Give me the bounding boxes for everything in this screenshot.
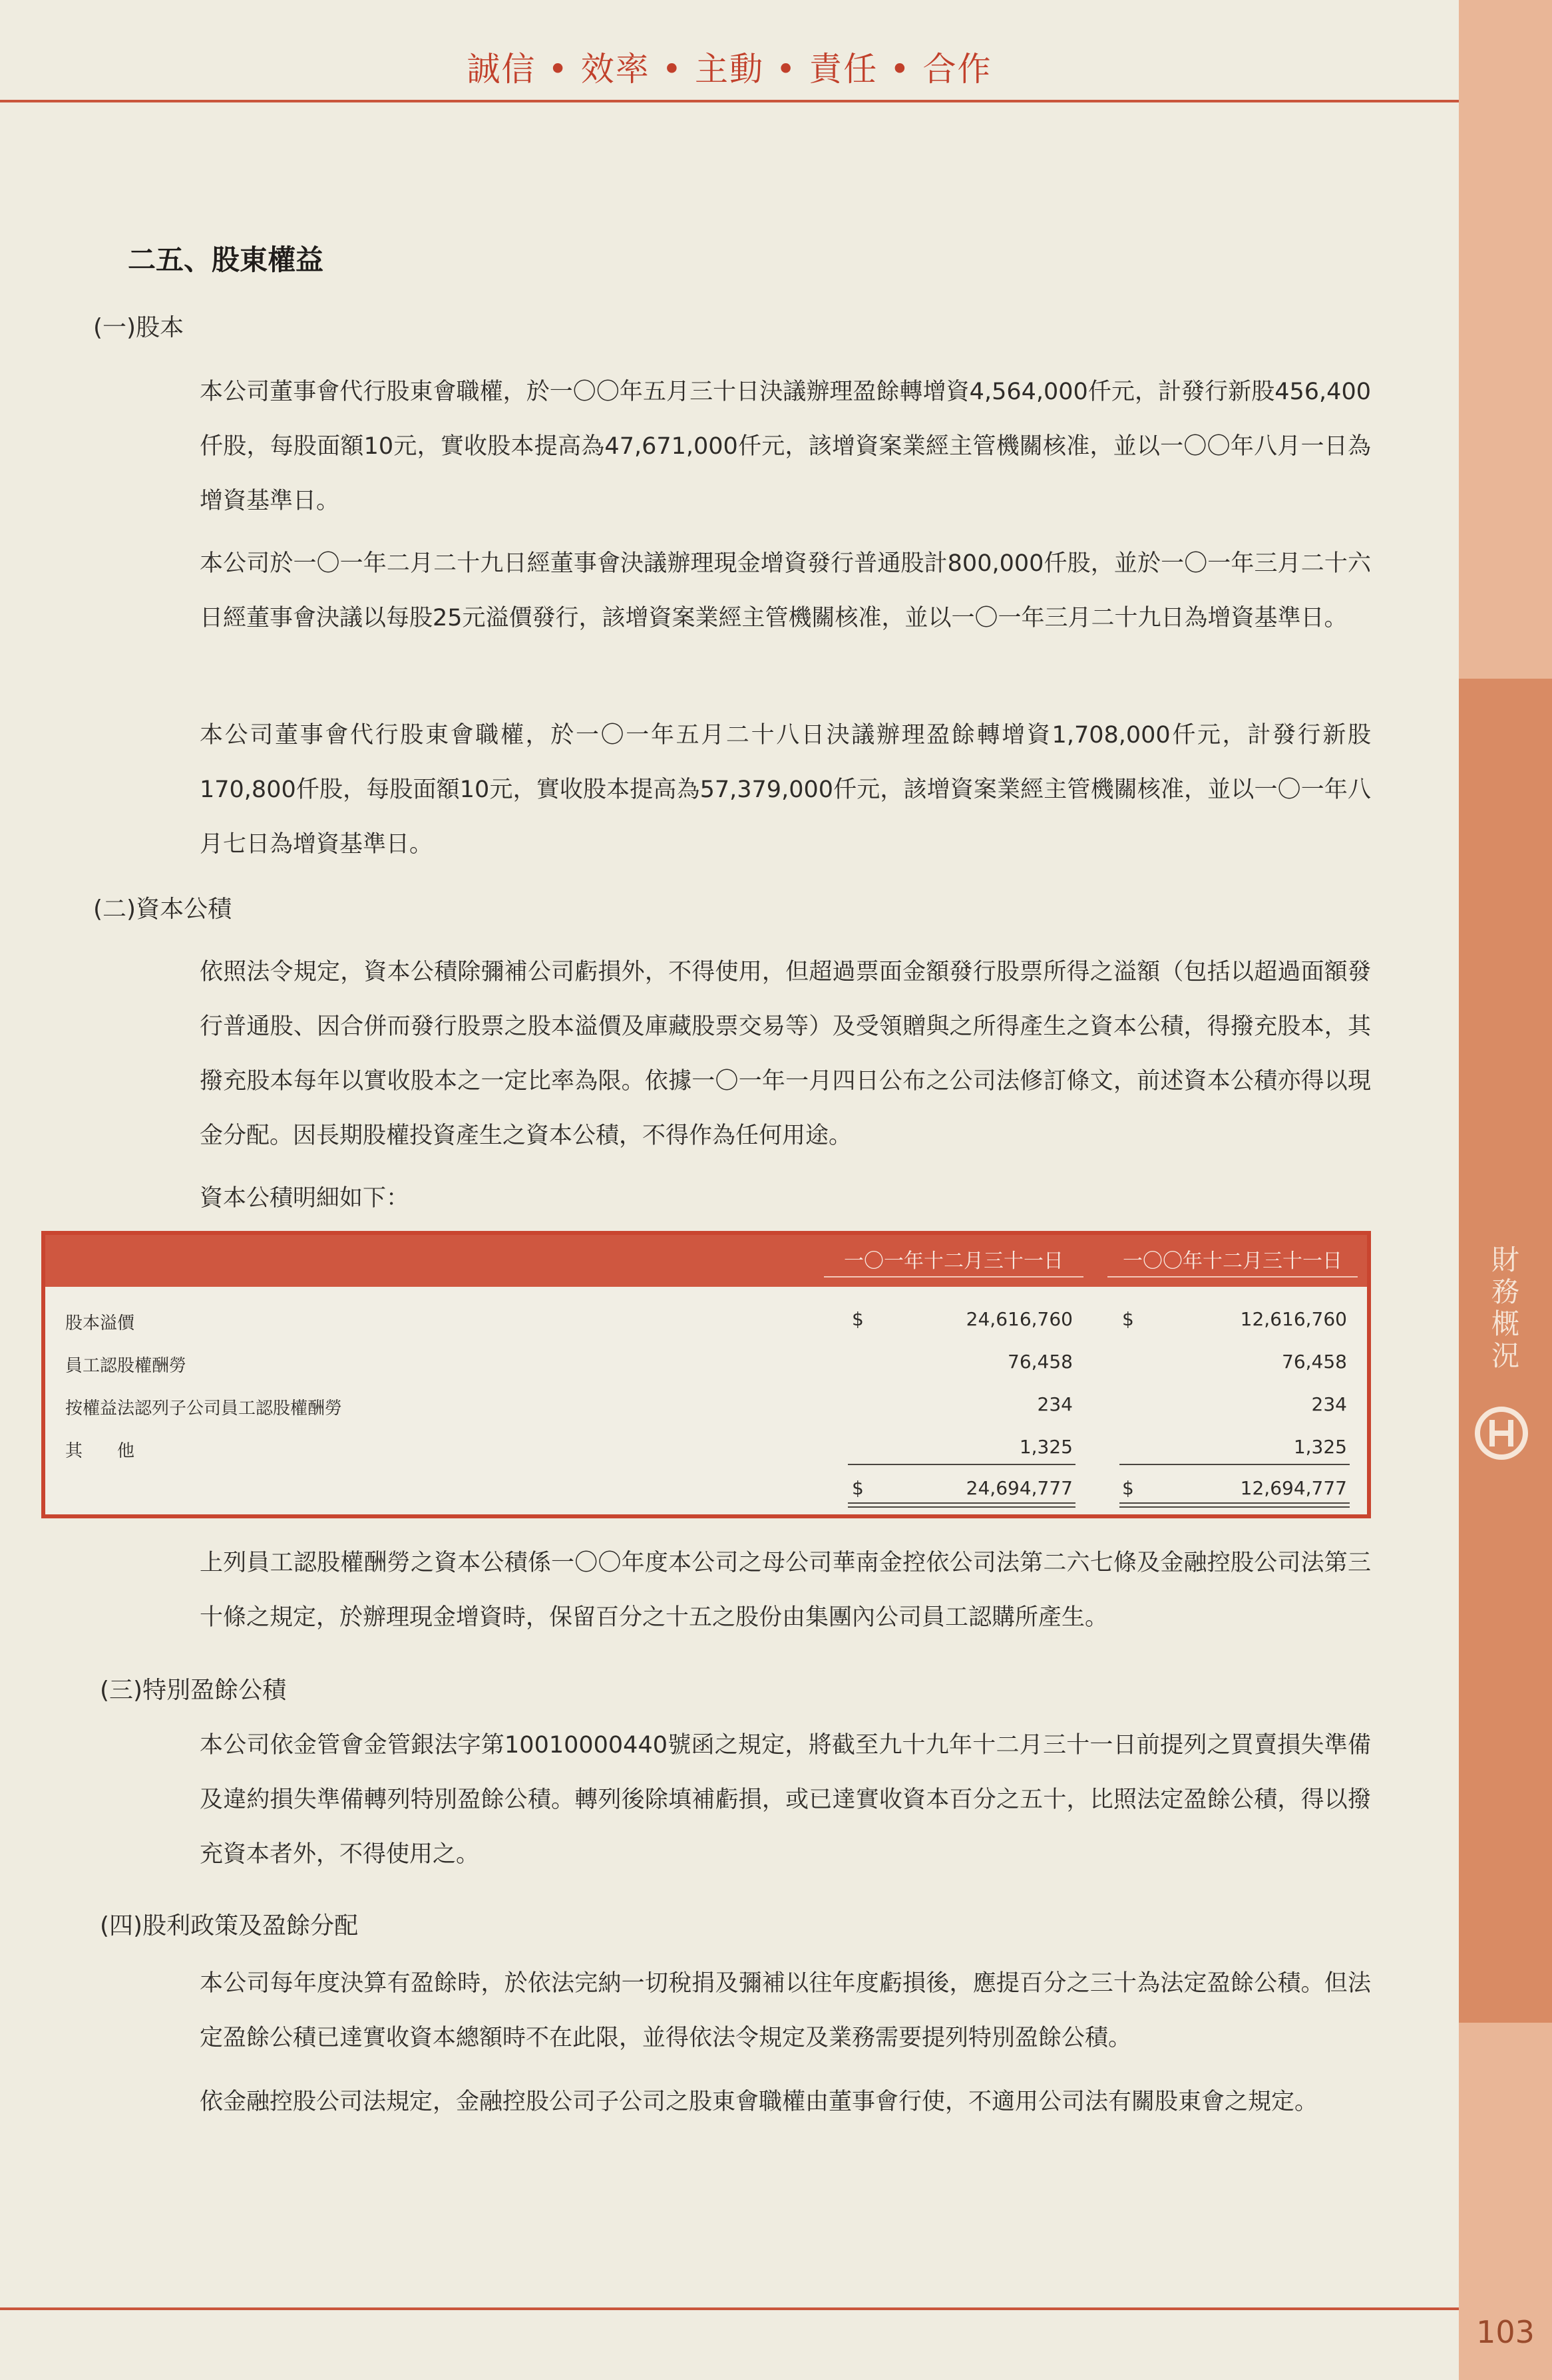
- dividend-policy-paragraph-1: 本公司每年度決算有盈餘時，於依法完納一切稅捐及彌補以往年度虧損後，應提百分之三十為法定盈餘公積。但法定盈餘公積已達實收資本總額時不在此限，並得依法令規定及業務需要提列特別盈餘公積。: [200, 1970, 1371, 2051]
- column-header-2011: 一〇〇年十二月三十一日: [1107, 1247, 1358, 1277]
- table-row-label: 員工認股權酬勞: [65, 1356, 187, 1376]
- table-header-row: [45, 1235, 1367, 1287]
- capital-stock-heading: (一)股本: [93, 314, 184, 341]
- capital-stock-paragraph-1: 本公司董事會代行股東會職權，於一〇〇年五月三十日決議辦理盈餘轉增資4,564,000仟元，計發行新股456,400仟股，每股面額10元，實收股本提高為47,671,000仟元，該增資案業經主管機關核准，並以一〇〇年八月一日為增資基準日。: [200, 379, 1371, 514]
- section-title: 二五、股東權益: [128, 244, 324, 276]
- table-cell-value: 76,458: [1282, 1351, 1347, 1373]
- subtotal-rule: [1119, 1464, 1350, 1465]
- table-total-value: 24,694,777: [966, 1477, 1073, 1499]
- table-cell-value: 1,325: [1019, 1436, 1073, 1458]
- dividend-policy-heading: (四)股利政策及盈餘分配: [100, 1912, 359, 1940]
- table-cell-value: 234: [1311, 1393, 1347, 1415]
- dividend-policy-paragraph-2: 依金融控股公司法規定，金融控股公司子公司之股東會職權由董事會行使，不適用公司法有關股東會之規定。: [200, 2089, 1318, 2115]
- table-row-label: 其 他: [65, 1441, 135, 1461]
- header-divider: [0, 100, 1459, 102]
- special-reserve-heading: (三)特別盈餘公積: [100, 1677, 287, 1704]
- footer-divider: [0, 2307, 1459, 2310]
- capital-surplus-note: 上列員工認股權酬勞之資本公積係一〇〇年度本公司之母公司華南金控依公司法第二六七條及金融控股公司法第三十條之規定，於辦理現金增資時，保留百分之十五之股份由集團內公司員工認購所產生。: [200, 1550, 1371, 1631]
- currency-symbol: $: [852, 1308, 864, 1330]
- currency-symbol: $: [1122, 1308, 1134, 1330]
- total-double-rule: [848, 1502, 1075, 1508]
- capital-surplus-heading: (二)資本公積: [93, 896, 232, 923]
- table-row-label: 按權益法認列子公司員工認股權酬勞: [65, 1399, 343, 1419]
- capital-surplus-table: [41, 1231, 1371, 1518]
- currency-symbol: $: [852, 1477, 864, 1499]
- column-header-2012: 一〇一年十二月三十一日: [824, 1247, 1083, 1277]
- table-cell-value: 24,616,760: [966, 1308, 1073, 1330]
- page-number: 103: [1476, 2314, 1535, 2350]
- total-double-rule: [1119, 1502, 1350, 1508]
- table-cell-value: 234: [1037, 1393, 1073, 1415]
- table-total-value: 12,694,777: [1240, 1477, 1347, 1499]
- currency-symbol: $: [1122, 1477, 1134, 1499]
- company-logo-icon: [1473, 1405, 1529, 1461]
- capital-surplus-detail-intro: 資本公積明細如下：: [200, 1185, 410, 1212]
- capital-surplus-paragraph: 依照法令規定，資本公積除彌補公司虧損外，不得使用，但超過票面金額發行股票所得之溢額（包括以超過面額發行普通股、因合併而發行股票之股本溢價及庫藏股票交易等）及受領贈與之所得產生之資本公積，得撥充股本，其撥充股本每年以實收股本之一定比率為限。依據一〇一年一月四日公布之公司法修訂條文，前述資本公積亦得以現金分配。因長期股權投資產生之資本公積，不得作為任何用途。: [200, 959, 1371, 1149]
- table-cell-value: 1,325: [1293, 1436, 1347, 1458]
- table-cell-value: 12,616,760: [1240, 1308, 1347, 1330]
- table-row-label: 股本溢價: [65, 1313, 135, 1333]
- table-cell-value: 76,458: [1008, 1351, 1073, 1373]
- side-section-label: 財務概況: [1491, 1244, 1519, 1372]
- capital-stock-paragraph-2: 本公司於一〇一年二月二十九日經董事會決議辦理現金增資發行普通股計800,000仟股，並於一〇一年三月二十六日經董事會決議以每股25元溢價發行，該增資案業經主管機關核准，並以一〇一年三月二十九日為增資基準日。: [200, 550, 1371, 631]
- special-reserve-paragraph: 本公司依金管會金管銀法字第10010000440號函之規定，將截至九十九年十二月三十一日前提列之買賣損失準備及違約損失準備轉列特別盈餘公積。轉列後除填補虧損，或已達實收資本百分之五十，比照法定盈餘公積，得以撥充資本者外，不得使用之。: [200, 1732, 1371, 1868]
- capital-stock-paragraph-3: 本公司董事會代行股東會職權，於一〇一年五月二十八日決議辦理盈餘轉增資1,708,000仟元，計發行新股170,800仟股，每股面額10元，實收股本提高為57,379,000仟元，該增資案業經主管機關核准，並以一〇一年八月七日為增資基準日。: [200, 722, 1371, 858]
- page-header-motto: 誠信 • 效率 • 主動 • 責任 • 合作: [467, 50, 992, 88]
- subtotal-rule: [848, 1464, 1075, 1465]
